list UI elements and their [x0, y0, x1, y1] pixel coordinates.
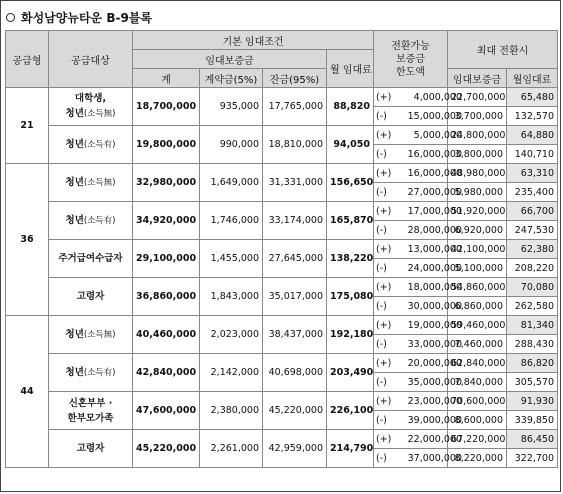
- target-line-1: [66, 177, 116, 188]
- target-line-2: [68, 413, 114, 424]
- target-label: 대학생,: [74, 93, 107, 104]
- header-max-deposit: 임대보증금: [448, 69, 507, 88]
- deposit-total-cell: 19,800,000: [133, 126, 200, 164]
- supply-target-cell: [49, 278, 133, 316]
- contract-fee-cell: 1,843,000: [200, 278, 263, 316]
- max-deposit-minus-cell: 5,100,000: [448, 259, 507, 278]
- convert-minus-cell: [374, 145, 463, 164]
- header-basic-conditions: 기본 임대조건: [133, 31, 374, 50]
- target-label: 청년: [65, 366, 84, 378]
- max-deposit-plus-cell: 24,800,000: [448, 126, 507, 145]
- max-deposit-plus-cell: 51,920,000: [448, 202, 507, 221]
- convert-minus-amount: 15,000,000: [407, 110, 463, 122]
- contract-fee-cell: 1,455,000: [200, 240, 263, 278]
- minus-sign: (-): [376, 300, 387, 312]
- max-deposit-minus-cell: 6,920,000: [448, 221, 507, 240]
- supply-target-cell: [49, 202, 133, 240]
- max-deposit-minus-cell: 7,460,000: [448, 335, 507, 354]
- convert-minus-amount: 28,000,000: [407, 224, 463, 236]
- max-monthly-minus-cell: 235,400: [507, 183, 558, 202]
- supply-target-cell: [49, 354, 133, 392]
- supply-target-cell: [49, 240, 133, 278]
- max-monthly-minus-cell: 305,570: [507, 373, 558, 392]
- minus-sign: (-): [376, 376, 387, 388]
- plus-sign: (+): [376, 357, 392, 369]
- max-monthly-minus-cell: 140,710: [507, 145, 558, 164]
- table-row: [6, 430, 558, 449]
- convert-minus-cell: [374, 411, 463, 430]
- deposit-total-cell: 47,600,000: [133, 392, 200, 430]
- max-monthly-plus-cell: 66,700: [507, 202, 558, 221]
- convert-minus-cell: [374, 259, 463, 278]
- table-row: [6, 126, 558, 145]
- target-label: 청년: [65, 328, 84, 340]
- contract-fee-cell: 990,000: [200, 126, 263, 164]
- supply-target-cell: [49, 88, 133, 126]
- minus-sign: (-): [376, 224, 387, 236]
- plus-sign: (+): [376, 129, 392, 141]
- max-deposit-minus-cell: 6,860,000: [448, 297, 507, 316]
- target-line-1: [77, 291, 105, 302]
- target-line-1: [75, 93, 106, 104]
- rent-conditions-table: [5, 30, 558, 468]
- max-deposit-minus-cell: 3,700,000: [448, 107, 507, 126]
- header-type: 공급형: [6, 31, 49, 88]
- target-label: 한부모가족: [67, 412, 114, 424]
- max-monthly-plus-cell: 70,080: [507, 278, 558, 297]
- minus-sign: (-): [376, 414, 387, 426]
- deposit-total-cell: 40,460,000: [133, 316, 200, 354]
- convert-plus-amount: 20,000,000: [407, 357, 463, 369]
- contract-fee-cell: 2,380,000: [200, 392, 263, 430]
- balance-cell: 35,017,000: [263, 278, 327, 316]
- target-label: 주거급여수급자: [58, 253, 123, 264]
- convert-plus-amount: 23,000,000: [407, 395, 463, 407]
- convert-plus-cell: [374, 164, 463, 183]
- table-row: [6, 392, 558, 411]
- max-monthly-minus-cell: 132,570: [507, 107, 558, 126]
- convert-plus-cell: [374, 316, 463, 335]
- monthly-rent-cell: 156,650: [327, 164, 374, 202]
- balance-cell: 38,437,000: [263, 316, 327, 354]
- table-row: [6, 88, 558, 107]
- table-row: [6, 164, 558, 183]
- balance-cell: 18,810,000: [263, 126, 327, 164]
- convert-plus-amount: 22,000,000: [407, 433, 463, 445]
- convert-minus-amount: 33,000,000: [407, 338, 463, 350]
- max-monthly-minus-cell: 262,580: [507, 297, 558, 316]
- target-label: 청년: [65, 138, 84, 150]
- contract-fee-cell: 1,649,000: [200, 164, 263, 202]
- supply-target-cell: [49, 316, 133, 354]
- contract-fee-cell: 935,000: [200, 88, 263, 126]
- monthly-rent-cell: 203,490: [327, 354, 374, 392]
- supply-type-cell: 21: [6, 88, 49, 164]
- plus-sign: (+): [376, 281, 392, 293]
- header-target: 공급대상: [49, 31, 133, 88]
- max-deposit-minus-cell: 8,600,000: [448, 411, 507, 430]
- max-monthly-plus-cell: 62,380: [507, 240, 558, 259]
- contract-fee-cell: 2,023,000: [200, 316, 263, 354]
- balance-cell: 33,174,000: [263, 202, 327, 240]
- plus-sign: (+): [376, 433, 392, 445]
- header-deposit: 임대보증금: [133, 50, 327, 69]
- monthly-rent-cell: 226,100: [327, 392, 374, 430]
- convert-plus-cell: [374, 354, 463, 373]
- plus-sign: (+): [376, 319, 392, 331]
- target-line-1: [66, 329, 116, 340]
- target-line-1: [69, 398, 113, 409]
- max-monthly-plus-cell: 86,820: [507, 354, 558, 373]
- header-monthly-rent: 월 임대료: [327, 50, 374, 88]
- target-suffix: (소득無): [83, 329, 116, 340]
- contract-fee-cell: 2,261,000: [200, 430, 263, 468]
- convert-plus-cell: [374, 88, 463, 107]
- target-line-1: [66, 367, 116, 378]
- max-monthly-plus-cell: 64,880: [507, 126, 558, 145]
- minus-sign: (-): [376, 262, 387, 274]
- max-deposit-plus-cell: 54,860,000: [448, 278, 507, 297]
- max-monthly-minus-cell: 208,220: [507, 259, 558, 278]
- supply-target-cell: [49, 126, 133, 164]
- max-monthly-plus-cell: 65,480: [507, 88, 558, 107]
- convert-minus-amount: 39,000,000: [407, 414, 463, 426]
- convert-plus-cell: [374, 126, 463, 145]
- target-suffix: (소득有): [83, 139, 116, 150]
- max-monthly-plus-cell: 63,310: [507, 164, 558, 183]
- convert-minus-cell: [374, 107, 463, 126]
- supply-type-cell: 36: [6, 164, 49, 316]
- supply-type-cell: 44: [6, 316, 49, 468]
- table-row: [6, 240, 558, 259]
- deposit-total-cell: 32,980,000: [133, 164, 200, 202]
- target-label: 청년: [65, 214, 84, 226]
- deposit-total-cell: 29,100,000: [133, 240, 200, 278]
- target-suffix: (소득有): [83, 367, 116, 378]
- monthly-rent-cell: 165,870: [327, 202, 374, 240]
- target-label: 고령자: [76, 291, 105, 302]
- deposit-total-cell: 18,700,000: [133, 88, 200, 126]
- header-max-monthly: 월임대료: [507, 69, 558, 88]
- target-label: 청년: [65, 108, 84, 119]
- convert-plus-amount: 17,000,000: [407, 205, 463, 217]
- convert-minus-amount: 16,000,000: [407, 148, 463, 160]
- max-deposit-plus-cell: 42,100,000: [448, 240, 507, 259]
- target-suffix: (소득有): [83, 215, 116, 226]
- max-monthly-minus-cell: 339,850: [507, 411, 558, 430]
- max-deposit-plus-cell: 59,460,000: [448, 316, 507, 335]
- target-label: 청년: [65, 176, 84, 188]
- max-deposit-minus-cell: 5,980,000: [448, 183, 507, 202]
- minus-sign: (-): [376, 452, 387, 464]
- page-title-line: [6, 7, 152, 27]
- plus-sign: (+): [376, 167, 392, 179]
- target-line-1: [77, 443, 105, 454]
- plus-sign: (+): [376, 205, 392, 217]
- minus-sign: (-): [376, 186, 387, 198]
- supply-target-cell: [49, 392, 133, 430]
- convert-minus-amount: 30,000,000: [407, 300, 463, 312]
- convert-plus-amount: 18,000,000: [407, 281, 463, 293]
- max-deposit-minus-cell: 7,840,000: [448, 373, 507, 392]
- deposit-total-cell: 45,220,000: [133, 430, 200, 468]
- contract-fee-cell: 2,142,000: [200, 354, 263, 392]
- max-monthly-minus-cell: 288,430: [507, 335, 558, 354]
- convert-minus-amount: 27,000,000: [407, 186, 463, 198]
- header-total: 계: [133, 69, 200, 88]
- max-deposit-plus-cell: 67,220,000: [448, 430, 507, 449]
- max-deposit-minus-cell: 8,220,000: [448, 449, 507, 468]
- max-deposit-plus-cell: 62,840,000: [448, 354, 507, 373]
- max-deposit-minus-cell: 3,800,000: [448, 145, 507, 164]
- supply-target-cell: [49, 430, 133, 468]
- balance-cell: 40,698,000: [263, 354, 327, 392]
- supply-target-cell: [49, 164, 133, 202]
- target-suffix: (소득無): [83, 109, 116, 119]
- deposit-total-cell: 42,840,000: [133, 354, 200, 392]
- max-monthly-minus-cell: 322,700: [507, 449, 558, 468]
- table-row: [6, 354, 558, 373]
- plus-sign: (+): [376, 243, 392, 255]
- convert-plus-cell: [374, 278, 463, 297]
- max-monthly-plus-cell: 91,930: [507, 392, 558, 411]
- balance-cell: 27,645,000: [263, 240, 327, 278]
- convert-plus-amount: 16,000,000: [407, 167, 463, 179]
- convert-minus-cell: [374, 449, 463, 468]
- monthly-rent-cell: 214,790: [327, 430, 374, 468]
- minus-sign: (-): [376, 148, 387, 160]
- convert-plus-amount: 13,000,000: [407, 243, 463, 255]
- target-line-1: [58, 253, 122, 264]
- convert-plus-amount: 5,000,000: [413, 129, 463, 141]
- table-row: [6, 316, 558, 335]
- convert-minus-amount: 24,000,000: [407, 262, 463, 274]
- convert-minus-cell: [374, 221, 463, 240]
- max-monthly-minus-cell: 247,530: [507, 221, 558, 240]
- monthly-rent-cell: 192,180: [327, 316, 374, 354]
- convert-minus-cell: [374, 373, 463, 392]
- bullet-circle-icon: [6, 13, 15, 22]
- monthly-rent-cell: 88,820: [327, 88, 374, 126]
- convert-plus-cell: [374, 240, 463, 259]
- target-suffix: (소득無): [83, 177, 116, 188]
- target-label: 신혼부부 ·: [68, 397, 113, 409]
- convert-plus-cell: [374, 392, 463, 411]
- balance-cell: 45,220,000: [263, 392, 327, 430]
- header-max-conversion: 최대 전환시: [448, 31, 558, 69]
- convert-minus-cell: [374, 183, 463, 202]
- convert-plus-amount: 19,000,000: [407, 319, 463, 331]
- minus-sign: (-): [376, 338, 387, 350]
- target-line-1: [66, 139, 116, 150]
- balance-cell: 17,765,000: [263, 88, 327, 126]
- monthly-rent-cell: 138,220: [327, 240, 374, 278]
- minus-sign: (-): [376, 110, 387, 122]
- max-monthly-plus-cell: 81,340: [507, 316, 558, 335]
- target-line-1: [66, 215, 116, 226]
- target-line-2: [66, 108, 116, 119]
- header-convertible-limit: 전환가능 보증금 한도액: [374, 31, 448, 88]
- contract-fee-cell: 1,746,000: [200, 202, 263, 240]
- max-deposit-plus-cell: 22,700,000: [448, 88, 507, 107]
- deposit-total-cell: 36,860,000: [133, 278, 200, 316]
- convert-minus-cell: [374, 335, 463, 354]
- convert-minus-cell: [374, 297, 463, 316]
- max-deposit-plus-cell: 70,600,000: [448, 392, 507, 411]
- page-title: 화성남양뉴타운 B-9블록: [21, 10, 152, 25]
- max-deposit-plus-cell: 48,980,000: [448, 164, 507, 183]
- deposit-total-cell: 34,920,000: [133, 202, 200, 240]
- convert-plus-cell: [374, 430, 463, 449]
- header-balance: 잔금(95%): [263, 69, 327, 88]
- balance-cell: 42,959,000: [263, 430, 327, 468]
- monthly-rent-cell: 175,080: [327, 278, 374, 316]
- max-monthly-plus-cell: 86,450: [507, 430, 558, 449]
- target-label: 고령자: [76, 443, 105, 454]
- balance-cell: 31,331,000: [263, 164, 327, 202]
- table-row: [6, 202, 558, 221]
- monthly-rent-cell: 94,050: [327, 126, 374, 164]
- convert-plus-cell: [374, 202, 463, 221]
- header-contract: 계약금(5%): [200, 69, 263, 88]
- plus-sign: (+): [376, 395, 392, 407]
- plus-sign: (+): [376, 91, 392, 103]
- convert-plus-amount: 4,000,000: [413, 91, 463, 103]
- convert-minus-amount: 35,000,000: [407, 376, 463, 388]
- convert-minus-amount: 37,000,000: [407, 452, 463, 464]
- table-row: [6, 278, 558, 297]
